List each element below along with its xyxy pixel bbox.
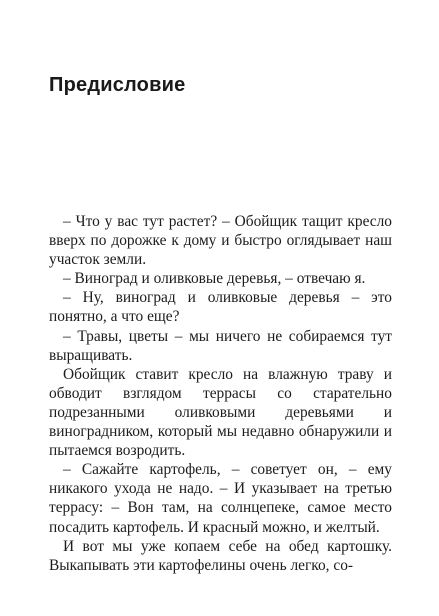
paragraph: – Травы, цветы – мы ничего не собираемся тут выращивать. xyxy=(49,327,392,364)
paragraph: И вот мы уже копаем себе на обед картошку. Выкапывать эти картофелины очень легко, со- xyxy=(49,537,392,574)
paragraph: – Виноград и оливковые деревья, – отвечаю я. xyxy=(63,270,366,288)
chapter-body xyxy=(49,212,392,575)
paragraph: Обойщик ставит кресло на влажную траву и обводит взглядом террасы со старательно подрезанными оливковыми деревьями и виноградником, который мы недавно обнаружили и пытаемся возродить. xyxy=(49,365,392,460)
chapter-heading: Предисловие xyxy=(49,74,186,96)
paragraph: – Сажайте картофель, – советует он, – ему никакого ухода не надо. – И указывает на третью террасу: – Вон там, на солнцепеке, самое место посадить картофель. И красный можно, и желтый. xyxy=(49,461,392,536)
paragraph: – Ну, виноград и оливковые деревья – это понятно, а что еще? xyxy=(49,289,392,326)
paragraph: – Что у вас тут растет? – Обойщик тащит кресло вверх по дорожке к дому и быстро оглядывает наш участок земли. xyxy=(49,213,392,269)
